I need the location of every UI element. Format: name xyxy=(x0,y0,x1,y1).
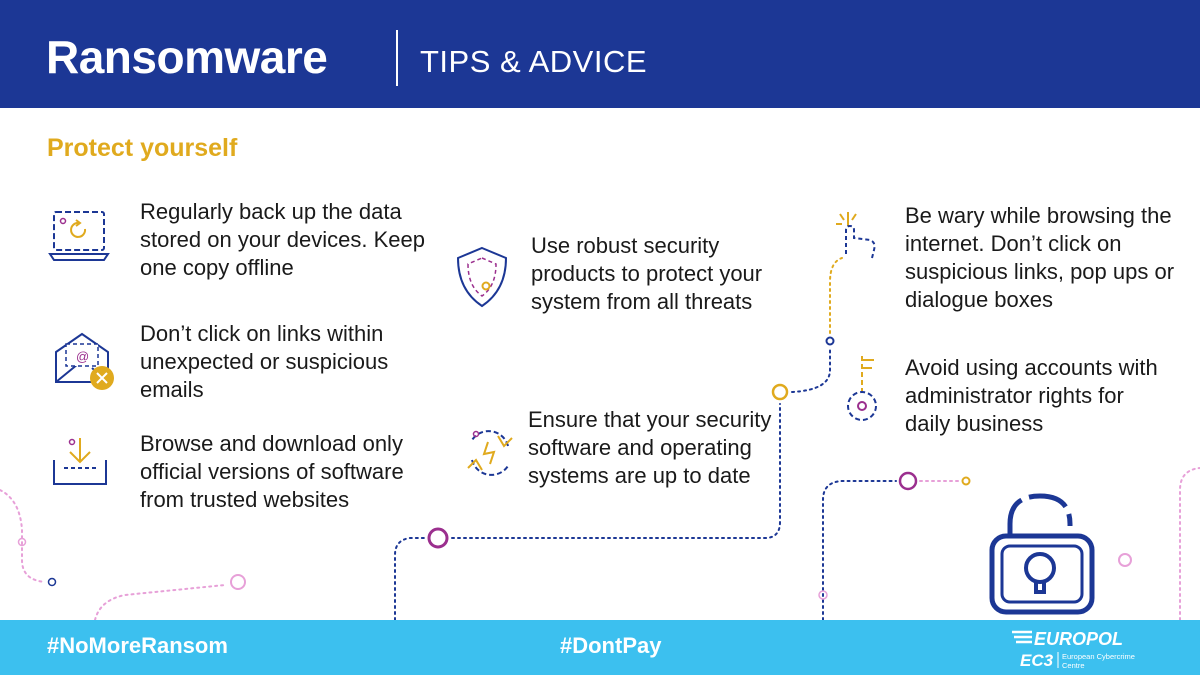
tip-updates-text: Ensure that your security software and operating systems are up to date xyxy=(528,407,772,488)
tip-backup-text: Regularly back up the data stored on your devices. Keep one copy offline xyxy=(140,199,425,280)
padlock-icon xyxy=(980,488,1106,621)
hashtag-dontpay[interactable]: #DontPay xyxy=(560,633,662,658)
key-icon xyxy=(842,352,886,431)
tip-admin-text: Avoid using accounts with administrator rights for daily business xyxy=(905,355,1158,436)
logo-ec3-text: EC3 xyxy=(1020,651,1054,670)
hashtag-nomoreransom[interactable]: #NoMoreRansom xyxy=(47,633,228,658)
pointer-click-icon xyxy=(830,204,882,271)
laptop-backup-icon xyxy=(48,208,110,269)
logo-europol-text: EUROPOL xyxy=(1034,629,1124,649)
logo-caption-line1: European Cybercrime xyxy=(1062,652,1135,661)
page-subtitle: TIPS & ADVICE xyxy=(420,44,648,79)
shield-icon xyxy=(452,244,512,315)
svg-text:@: @ xyxy=(76,349,90,364)
tip-browsing-text: Be wary while browsing the internet. Don’t click on suspicious links, pop ups or dialogue boxes xyxy=(905,203,1175,312)
europol-ec3-logo xyxy=(1010,626,1160,672)
update-cycle-icon xyxy=(460,422,520,489)
page-title: Ransomware xyxy=(46,31,328,83)
logo-caption-line2: Centre xyxy=(1062,661,1085,670)
tip-email-text: Don’t click on links within unexpected or suspicious emails xyxy=(140,321,389,402)
download-tray-icon xyxy=(50,432,112,495)
tip-security-products-text: Use robust security products to protect your system from all threats xyxy=(531,233,763,314)
tip-download-text: Browse and download only official versions of software from trusted websites xyxy=(140,431,404,512)
email-warning-icon xyxy=(52,328,118,399)
section-title: Protect yourself xyxy=(47,134,238,162)
